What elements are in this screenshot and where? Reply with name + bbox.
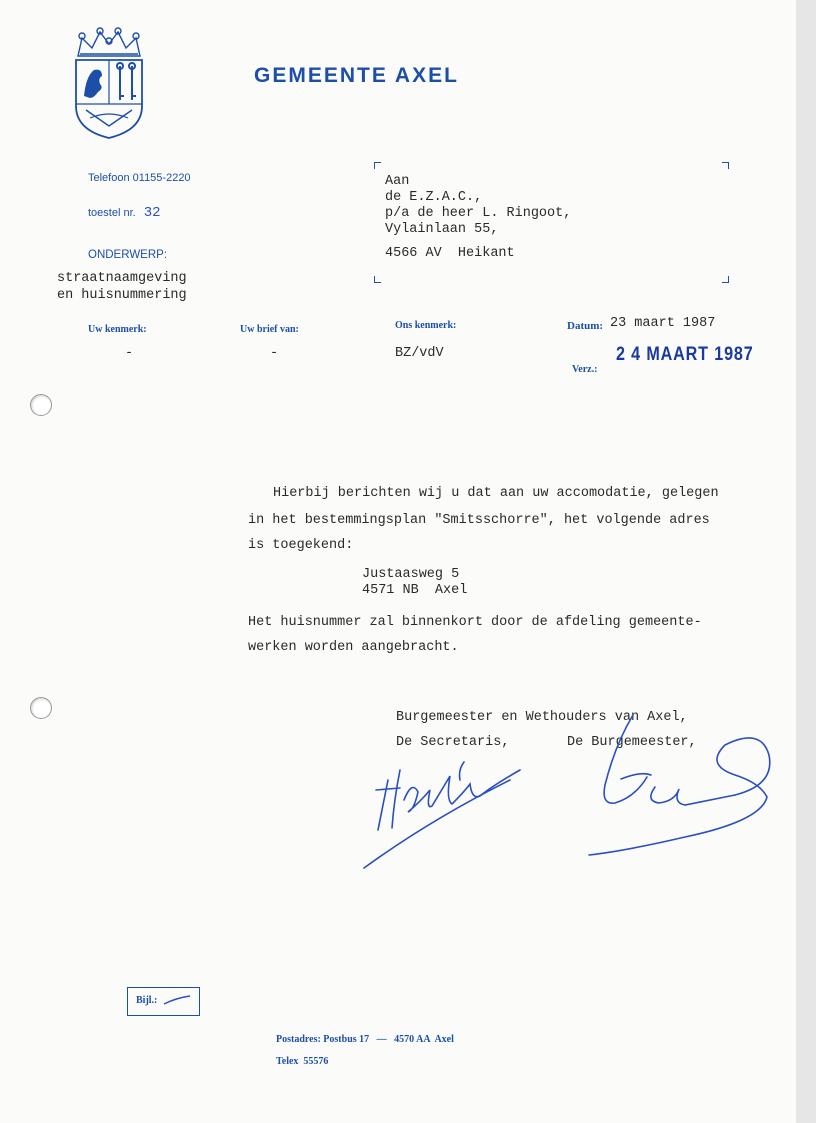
punch-hole-top [30,394,52,416]
verzonden-stamp: 2 4 MAART 1987 [616,344,754,365]
verz-label: Verz.: [572,364,598,375]
punch-hole-bottom [30,697,52,719]
body-para1-line1: Hierbij berichten wij u dat aan uw accomodatie, gelegen [273,486,719,501]
address-line-2: de E.Z.A.C., [385,190,483,205]
ons-kenmerk-value: BZ/vdV [395,346,444,361]
uw-kenmerk-label: Uw kenmerk: [88,324,147,335]
signature-burgemeester-icon [585,705,785,865]
address-line-1: Aan [385,174,410,189]
address-corner-br [722,276,729,283]
subject-label: ONDERWERP: [88,249,168,261]
signature-secretaris-icon [360,740,530,880]
address-corner-bl [374,276,381,283]
extension-label: toestel nr. [88,207,136,219]
ons-kenmerk-label: Ons kenmerk: [395,320,457,331]
bijl-label: Bijl.: [136,995,158,1006]
extension-value: 32 [143,205,161,221]
page-edge [796,0,816,1123]
address-line-4: Vylainlaan 55, [385,222,499,237]
subject-line-1: straatnaamgeving [57,271,187,286]
uw-brief-value: - [270,346,279,361]
new-address-line1: Justaasweg 5 [362,567,460,582]
body-para2-line1: Het huisnummer zal binnenkort door de afdeling gemeente- [248,615,702,630]
postal-address: Postadres: Postbus 17 — 4570 AA Axel [276,1034,454,1045]
address-corner-tl [374,162,381,169]
new-address-line2: 4571 NB Axel [362,583,468,598]
address-corner-tr [722,162,729,169]
extension [88,203,161,221]
datum-value: 23 maart 1987 [610,316,716,331]
body-para1-line3: is toegekend: [248,538,354,553]
address-line-3: p/a de heer L. Ringoot, [385,206,572,221]
closing-line: Burgemeester en Wethouders van Axel, [396,710,688,725]
telex: Telex 55576 [276,1056,329,1067]
uw-kenmerk-value: - [125,346,134,361]
phone-number: Telefoon 01155-2220 [88,172,191,184]
secretaris-label: De Secretaris, [396,735,510,750]
bijlagen-box [127,987,200,1016]
burgemeester-label: De Burgemeester, [567,735,697,750]
address-line-5: 4566 AV Heikant [385,246,515,261]
coat-of-arms-icon [72,26,146,140]
datum-label: Datum: [567,320,604,332]
bijl-dash-mark [162,994,192,1006]
municipality-title: GEMEENTE AXEL [254,64,459,87]
uw-brief-label: Uw brief van: [240,324,299,335]
body-para2-line2: werken worden aangebracht. [248,640,459,655]
subject-line-2: en huisnummering [57,288,187,303]
body-para1-line2: in het bestemmingsplan "Smitsschorre", het volgende adres [248,513,710,528]
